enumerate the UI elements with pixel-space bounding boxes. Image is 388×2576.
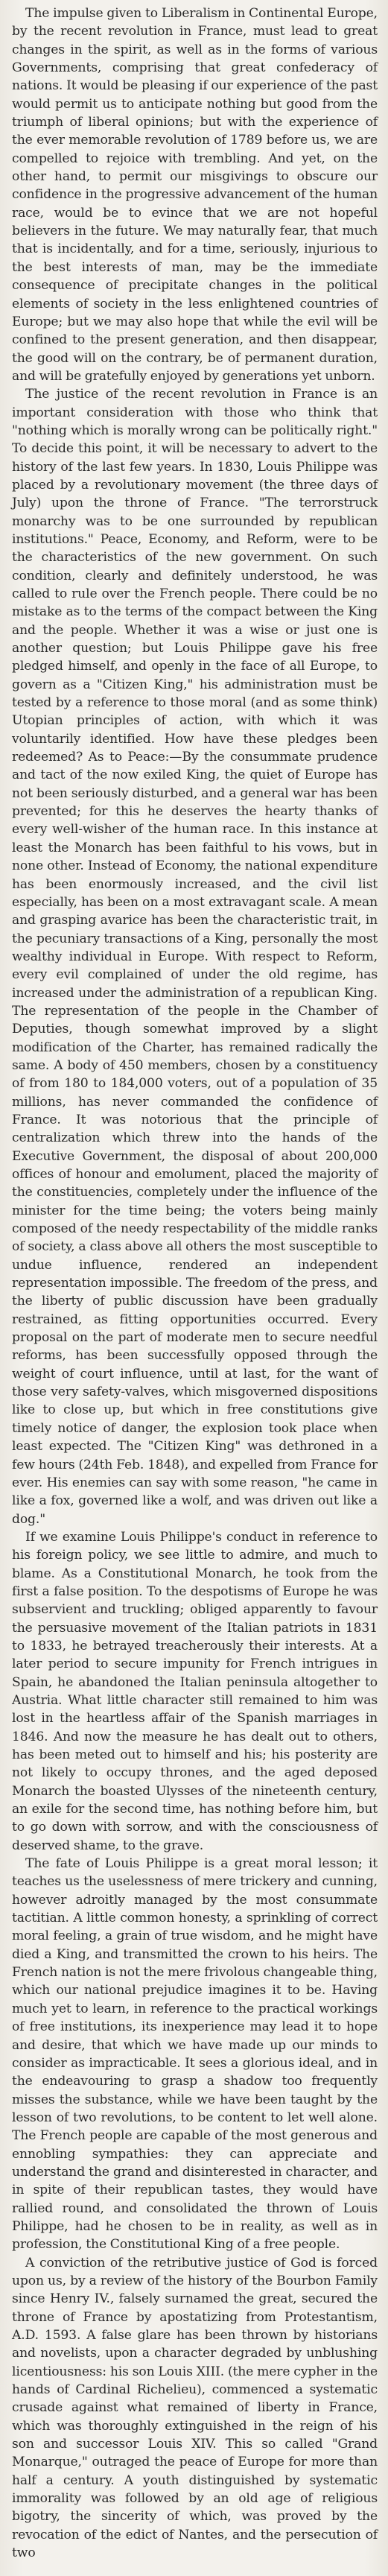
article-paragraph: The justice of the recent revolution in France is an important consideration with those who think that "nothing which is morally wrong can be politically right." To decide this point, it will be necessary to advert to the history of the last few years. In 1830, Louis Philippe was placed by a revolutionary movement (the three days of July) upon the throne of France. "The terrorstruck monarchy was to be one surrounded by republican institutions." Peace, Economy, and Reform, were to be the characteristics of the new government. On such condition, clearly and definitely understood, he was called to rule over the French people. There could be no mistake as to the terms of the compact between the King and the people. Whether it was a wise or just one is another question; but Louis Philippe gave his free pledged himself, and openly in the face of all Europe, to govern as a "Citizen King," his administration must be tested by a reference to those moral (and as some think) Utopian principles of action, with which it was voluntarily identified. How have these pledges been redeemed? As to Peace:—By the consummate prudence and tact of the now exiled King, the quiet of Europe has not been seriously disturbed, and a general war has been prevented; for this he deserves the hearty thanks of every well-wisher of the human race. In this instance at least the Monarch has been faithful to his vows, but in none other. Instead of Economy, the national expenditure has been enormously increased, and the civil list especially, has been on a most extravagant scale. A mean and grasping avarice has been the characteristic trait, in the pecuniary transactions of a King, personally the most wealthy individual in Europe. With respect to Reform, every evil complained of under the old regime, has increased under the administration of a republican King. The representation of the people in the Chamber of Deputies, though somewhat improved by a slight modification of the Charter, has remained radically the same. A body of 450 members, chosen by a constituency of from 180 to 184,000 voters, out of a population of 35 millions, has never commanded the confidence of France. It was notorious that the principle of centralization which threw into the hands of the Executive Government, the disposal of about 200,000 offices of honour and emolument, placed the majority of the constituencies, completely under the influence of the minister for the time being; the voters being mainly composed of the needy respectability of the middle ranks of society, a class above all others the most susceptible to undue influence, rendered an independent representation impossible. The freedom of the press, and the liberty of public discussion have been gradually restrained, as fitting opportunities occurred. Every proposal on the part of moderate men to secure needful reforms, has been successfully opposed through the weight of court influence, until at last, for the want of those very safety-valves, which misgoverned dispositions like to close up, but which in free constitutions give timely notice of danger, the explosion took place when least expected. The "Citizen King" was dethroned in a few hours (24th Feb. 1848), and expelled from France for ever. His enemies can say with some reason, "he came in like a fox, governed like a wolf, and was driven out like a dog." — [12, 387, 378, 1527]
article-paragraph: If we examine Louis Philippe's conduct in reference to his foreign policy, we see little to admire, and much to blame. As a Constitutional Monarch, he took from the first a false position. To the despotisms of Europe he was subservient and truckling; obliged apparently to favour the persuasive movement of the Italian patriots in 1831 to 1833, he betrayed treacherously their interests. At a later period to secure impunity for French intrigues in Spain, he abandoned the Italian peninsula altogether to Austria. What little character still remained to him was lost in the heartless affair of the Spanish marriages in 1846. And now the measure he has dealt out to others, has been meted out to himself and his; his posterity are not likely to occupy thrones, and the aged deposed Monarch the boasted Ulysses of the nineteenth century, an exile for the second time, has nothing before him, but to go down with sorrow, and with the consciousness of deserved shame, to the grave. — [12, 1529, 378, 1853]
article-paragraph: The fate of Louis Philippe is a great moral lesson; it teaches us the uselessness of mere trickery and cunning, however adroitly managed by the most consummate tactitian. A little common honesty, a sprinkling of correct moral feeling, a grain of true wisdom, and he might have died a King, and transmitted the crown to his heirs. The French nation is not the mere frivolous changeable thing, which our national prejudice imagines it to be. Having much yet to learn, in reference to the practical workings of free institutions, its inexperience may lead it to hope and desire, that which we have made up our minds to consider as impracticable. It sees a glorious ideal, and in the endeavouring to grasp a shadow too frequently misses the substance, while we have been taught by the lesson of two revolutions, to be content to let well alone. The French people are capable of the most generous and ennobling sympathies: they can appreciate and understand the grand and disinterested in character, and in spite of their republican tastes, they would have rallied round, and consolidated the thrown of Louis Philippe, had he chosen to be in reality, as well as in profession, the Constitutional King of a free people. — [12, 1856, 378, 2253]
article-paragraph: A conviction of the retributive justice of God is forced upon us, by a review of the history of the Bourbon Family since Henry IV., falsely surnamed the great, secured the throne of France by apostatizing from Protestantism, A.D. 1593. A false glare has been thrown by historians and novelists, upon a character degraded by unblushing licentiousness: his son Louis XIII. (the mere cypher in the hands of Cardinal Richelieu), commenced a systematic crusade against what remained of liberty in France, which was thoroughly extinguished in the reign of his son and successor Louis XIV. This so called "Grand Monarque," outraged the peace of Europe for more than half a century. A youth distinguished by systematic immorality was followed by an old age of religious bigotry, the sincerity of which, was proved by the revocation of the edict of Nantes, and the persecution of two — [12, 2255, 378, 2561]
article-paragraph: The impulse given to Liberalism in Continental Europe, by the recent revolution in France, must lead to great changes in the spirit, as well as in the forms of various Governments, comprising that great confederacy of nations. It would be pleasing if our experience of the past would permit us to anticipate nothing but good from the triumph of liberal opinions; but with the experience of the ever memorable revolution of 1789 before us, we are compelled to rejoice with trembling. And yet, on the other hand, to permit our misgivings to obscure our confidence in the progressive advancement of the human race, would be to evince that we are not hopeful believers in the future. We may naturally fear, that much that is incidentally, and for a time, seriously, injurious to the best interests of man, may be the immediate consequence of precipitate changes in the political elements of society in the less enlightened countries of Europe; but we may also hope that while the evil will be confined to the present generation, and then disappear, the good will on the contrary, be of permanent duration, and will be gratefully enjoyed by generations yet unborn. — [12, 6, 378, 384]
article-column — [12, 4, 378, 2562]
